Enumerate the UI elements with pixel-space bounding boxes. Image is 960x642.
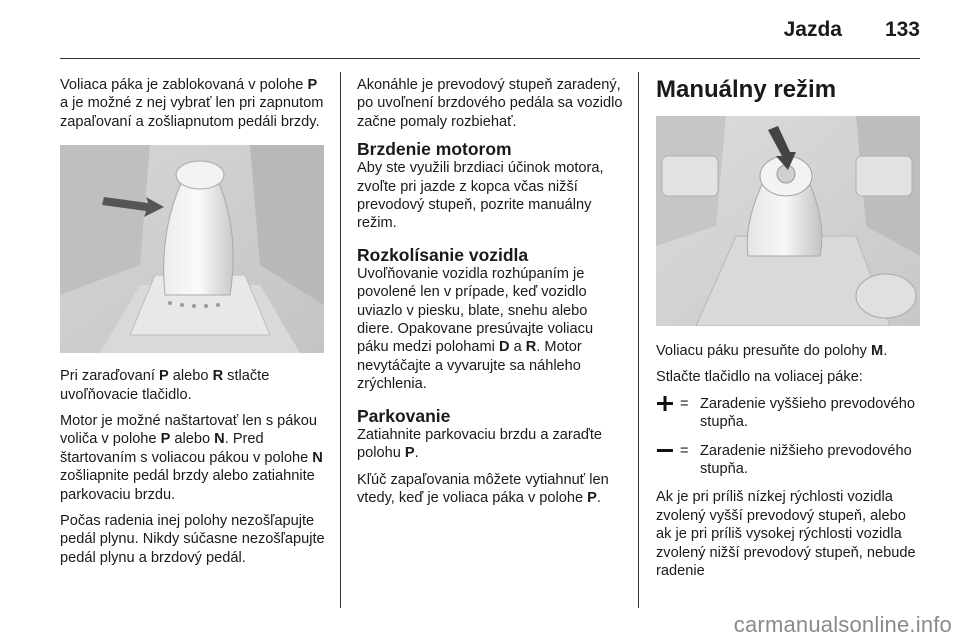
heading-parking: Parkovanie [357, 405, 451, 426]
paragraph-shift-limit: Ak je pri príliš nízkej rýchlosti vozidla zvolený vyšší prevodový stupeň, alebo ak je pri príliš vysokej rýchlosti vozidla zvolený nižší prevodový stupeň, nebude radenie [656, 489, 916, 580]
manual-mode-lever-photo [656, 116, 920, 326]
column-3 [656, 76, 922, 588]
list-item: = Zaradenie vyššieho prevodového stupňa. [656, 395, 922, 432]
paragraph-creep: Akonáhle je prevodový stupeň zaradený, po uvoľnení brzdového pedála sa vozidlo začne pomaly rozbiehať. [357, 77, 623, 130]
heading-manual-mode: Manuálny režim [656, 76, 837, 103]
column-divider-2 [638, 72, 639, 608]
paragraph-release-button: Pri zaraďovaní P alebo R stlačte uvoľňovacie tlačidlo. [60, 368, 270, 403]
column-2 [357, 76, 627, 515]
paragraph-engine-start: Motor je možné naštartovať len s pákou voliča v polohe P alebo N. Pred štartovaním s voliacou pákou v polohe N zošliapnite pedál brzdy alebo zatiahnite parkovaciu brzdu. [60, 413, 323, 503]
page-number: 133 [884, 18, 920, 41]
minus-icon [656, 442, 676, 460]
heading-rocking: Rozkolísanie vozidla [357, 244, 529, 265]
paragraph-engine-braking: Aby ste využili brzdiaci účinok motora, zvoľte pri jazde z kopca včas nižší prevodový stupeň, pozrite manuálny režim. [357, 160, 604, 232]
column-1 [60, 76, 326, 575]
paragraph-lever-locked: Voliaca páka je zablokovaná v polohe P a je možné z nej vybrať len pri zapnutom zapaľovaní a zošliapnutom pedáli brzdy. [60, 77, 324, 130]
heading-engine-braking: Brzdenie motorom [357, 139, 512, 160]
paragraph-rocking: Uvoľňovanie vozidla rozhúpaním je povolené len v prípade, keď vozidlo uviazlo v piesku, blate, snehu alebo diere. Opakovane presúvajte voliacu páku medzi polohami D a R. Motor nevytáčajte a vyvarujte sa náhleho zrýchlenia. [357, 265, 594, 393]
header-rule [60, 58, 920, 59]
paragraph-no-throttle: Počas radenia inej polohy nezošľapujte pedál plynu. Nikdy súčasne nezošľapujte pedál plynu a brzdový pedál. [60, 513, 325, 566]
column-divider-1 [340, 72, 341, 608]
paragraph-parking-1: Zatiahnite parkovaciu brzdu a zaraďte polohu P. [357, 426, 603, 462]
section-title: Jazda [783, 18, 842, 41]
paragraph-move-to-m: Voliacu páku presuňte do polohy M. [656, 343, 888, 359]
watermark: carmanualsonline.info [733, 612, 952, 637]
page-header [60, 0, 920, 60]
gear-selector-release-photo [60, 145, 324, 353]
plus-icon [656, 395, 676, 413]
list-item: = Zaradenie nižšieho prevodového stupňa. [656, 442, 922, 479]
paragraph-press-button: Stlačte tlačidlo na voliacej páke: [656, 369, 863, 386]
paragraph-parking-2: Kľúč zapaľovania môžete vytiahnuť len vtedy, keď je voliaca páka v polohe P. [357, 471, 609, 506]
